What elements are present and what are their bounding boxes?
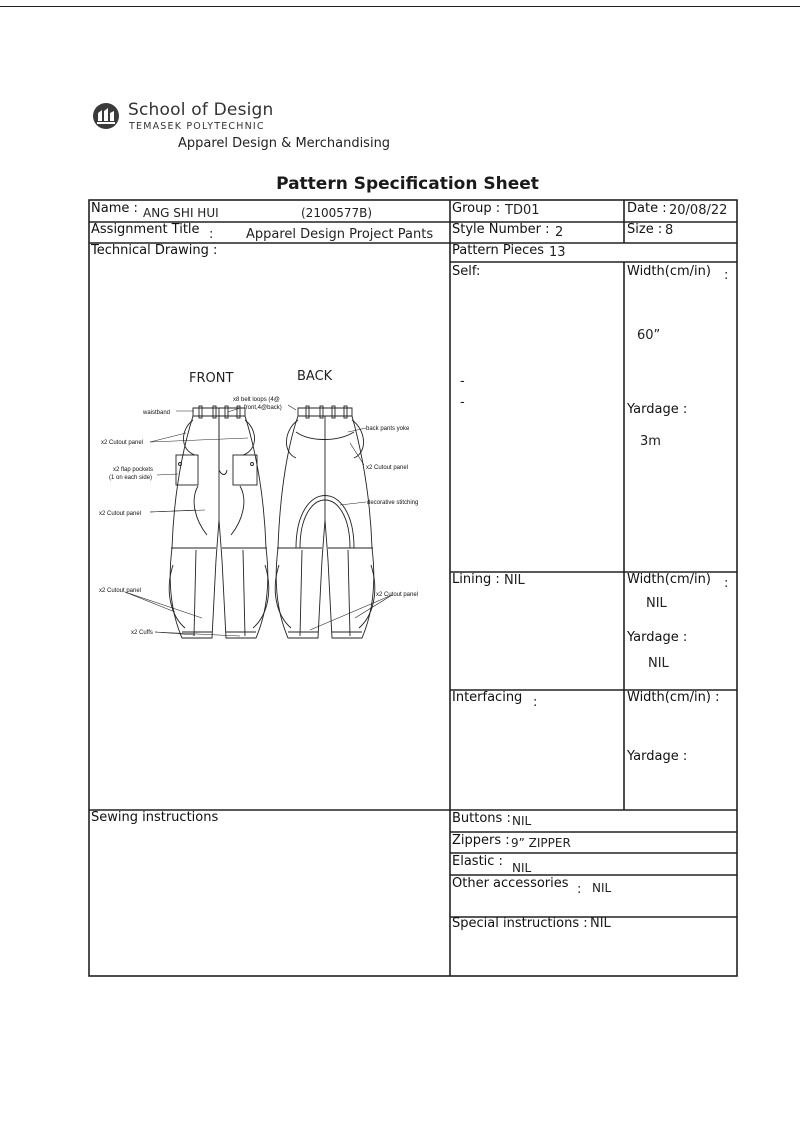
assignment-value: Apparel Design Project Pants: [246, 227, 434, 242]
lining-width-label: Width(cm/in): [627, 572, 711, 587]
annotation-belt-loops: front,4@back): [244, 405, 282, 411]
self-yardage-label: Yardage :: [627, 402, 688, 417]
self-yardage-value: 3m: [640, 434, 661, 449]
pattern-pieces-label: Pattern Pieces: [452, 243, 544, 258]
pattern-pieces-value: 13: [549, 245, 566, 260]
special-instructions-value: NIL: [590, 916, 611, 931]
annotation-yoke: back pants yoke: [366, 426, 410, 432]
page-title: Pattern Specification Sheet: [276, 174, 539, 194]
annotation-waistband: waistband: [143, 410, 171, 416]
lining-value: NIL: [504, 573, 525, 588]
interfacing-label: Interfacing: [452, 690, 523, 705]
lining-yardage-value: NIL: [648, 656, 669, 671]
annotation-cutout-panel: x2 Cutout panel: [376, 592, 419, 598]
annotation-cutout-panel: x2 Cutout panel: [99, 511, 142, 517]
other-accessories-value: NIL: [592, 881, 612, 895]
name-label: Name :: [91, 201, 138, 216]
date-label: Date :: [627, 201, 667, 216]
interfacing-width-label: Width(cm/in) :: [627, 690, 720, 705]
self-width-value: 60”: [637, 328, 661, 343]
back-pants-drawing: [275, 406, 375, 638]
sewing-instructions-label: Sewing instructions: [91, 810, 219, 825]
date-value: 20/08/22: [669, 203, 728, 218]
special-instructions-label: Special instructions :: [452, 916, 588, 931]
annotation-cutout-panel: x2 Cutout panel: [366, 465, 409, 471]
interfacing-colon: :: [533, 695, 538, 710]
buttons-label: Buttons :: [452, 811, 511, 826]
lining-width-value: NIL: [646, 596, 667, 611]
polytechnic-name: TEMASEK POLYTECHNIC: [129, 121, 265, 132]
assignment-label: Assignment Title: [91, 222, 200, 237]
department-name: Apparel Design & Merchandising: [178, 136, 391, 151]
annotation-flap-pockets: x2 flap pockets: [113, 467, 154, 473]
self-label: Self:: [452, 264, 481, 279]
annotation-leaders: [125, 405, 392, 636]
other-accessories-label: Other accessories: [452, 876, 569, 891]
self-dash: -: [460, 374, 465, 389]
annotation-cutout-panel: x2 Cutout panel: [101, 440, 144, 446]
elastic-label: Elastic :: [452, 854, 503, 869]
school-name: School of Design: [128, 100, 274, 120]
style-number-value: 2: [555, 225, 564, 240]
lining-width-colon: :: [724, 576, 729, 591]
annotation-decorative-stitching: decorative stitching: [367, 500, 419, 506]
annotation-belt-loops: x8 belt loops (4@: [233, 397, 280, 403]
name-value: ANG SHI HUI: [143, 206, 219, 220]
student-id: (2100577B): [301, 206, 373, 220]
buttons-value: NIL: [512, 814, 532, 828]
annotation-cutout-panel: x2 Cutout panel: [99, 588, 142, 594]
front-view-label: FRONT: [189, 371, 234, 386]
self-dash: -: [460, 395, 465, 410]
size-value: 8: [665, 223, 674, 238]
self-width-label: Width(cm/in): [627, 264, 711, 279]
zippers-value: 9” ZIPPER: [511, 836, 571, 850]
back-view-label: BACK: [297, 369, 333, 384]
lining-yardage-label: Yardage :: [627, 630, 688, 645]
group-label: Group :: [452, 201, 501, 216]
annotation-flap-pockets: (1 on each side): [109, 475, 153, 481]
lining-label: Lining :: [452, 572, 500, 587]
zippers-label: Zippers :: [452, 833, 510, 848]
group-value: TD01: [505, 203, 540, 218]
elastic-value: NIL: [512, 861, 532, 875]
other-accessories-colon: :: [577, 882, 582, 897]
style-number-label: Style Number :: [452, 222, 550, 237]
size-label: Size :: [627, 222, 663, 237]
assignment-colon: :: [209, 227, 214, 242]
interfacing-yardage-label: Yardage :: [627, 749, 688, 764]
technical-drawing-label: Technical Drawing :: [91, 243, 218, 258]
annotation-cuffs: x2 Cuffs: [131, 630, 153, 636]
self-width-colon: :: [724, 268, 729, 283]
